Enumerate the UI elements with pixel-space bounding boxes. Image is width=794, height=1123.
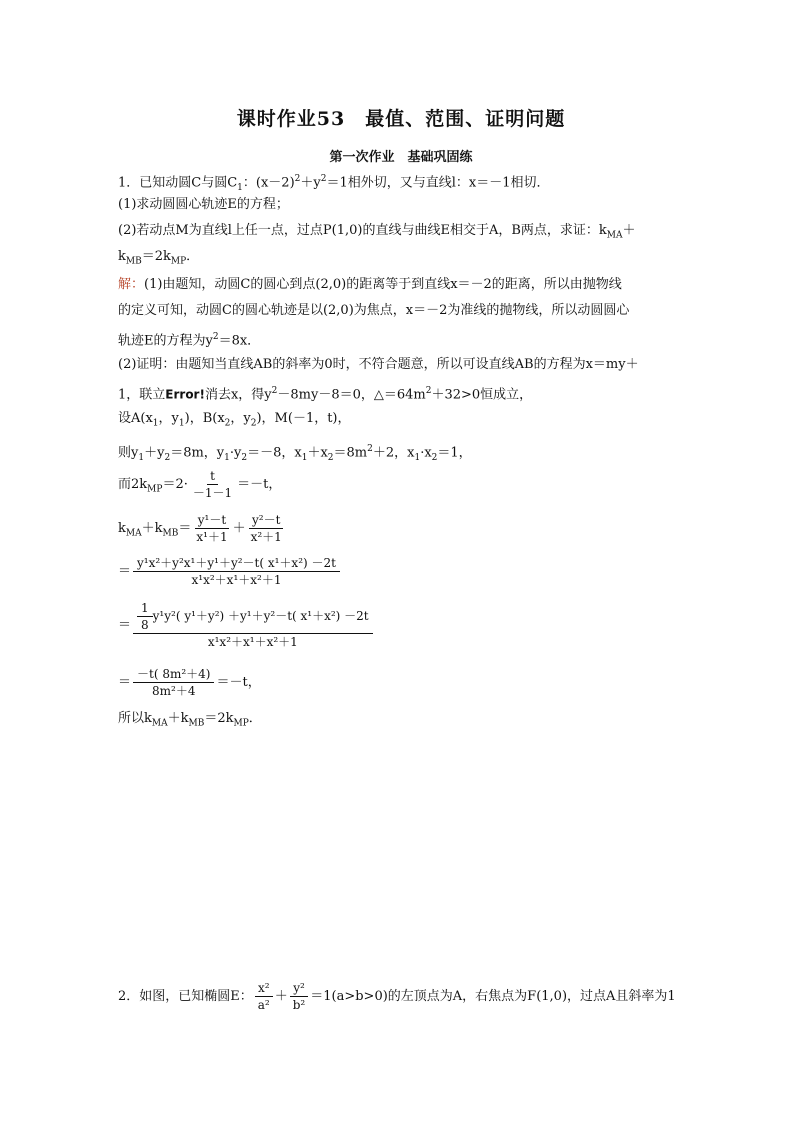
solution-vieta-relations: 则$y_1+y_2=8m$，$y_1\cdot y_2=-8$，$x_1+x_2=8m^2+2$，$x_1\cdot x_2=1$， (118, 444, 472, 463)
solution-slope-sum: $k_{MA}+k_{MB}=$ $\frac{\text{y¹－t}}{\text{x¹＋1}}$ ＋ $\frac{\text{y²－t}}{\text{x²＋1}}$ (118, 512, 287, 545)
problem-1-question-2: (2)若动点M为直线l上任一点，过点P(1,0)的直线与曲线E相交于A，B两点，求证：$k_{MA}+$ (118, 223, 636, 241)
solution-2kmp-expression: 而$2k_{MP}=2\cdot$ $\frac{t}{-1-1}$ ＝－t， (118, 469, 282, 500)
solution-label: 解： (118, 277, 145, 292)
solution-conclusion: 所以$k_{MA}+k_{MB}=2k_{MP}$． (118, 711, 262, 729)
solution-part-2-line-2: 1，联立Error!消去x，得$y^2-8my-8=0$，$\triangle=64m^2+32>0$恒成立， (118, 386, 533, 403)
fraction: $\frac{\text{y¹－t}}{\text{x¹＋1}}$ (196, 513, 228, 544)
error-marker: Error! (165, 387, 205, 402)
problem-2-statement: 2．如图，已知椭圆E： $\frac{\text{x²}}{\text{a²}}$ ＋ $\frac{\text{y²}}{\text{b²}}$ ＝1(a>b>0)的左顶点为A，右焦点为F(1,0)，过点A且斜率为1 (118, 981, 676, 1012)
fraction: $\frac{\text{y¹x²＋y²x¹＋y¹＋y²－t( x¹＋x²) －2t}}{\text{x¹x²＋x¹＋x²＋1}}$ (133, 555, 340, 588)
solution-points-definition: 设$A(x_1$，$y_1$)，$B(x_2$，$y_2$)，M(－1，t)， (118, 411, 351, 429)
solution-simplified-fraction: ＝ $\frac{\text{－t( 8m²＋4)}}{\text{8m²＋4}}$ ＝－t， (118, 667, 261, 698)
solution-part-2-line-1: (2)证明：由题知当直线AB的斜率为0时，不符合题意，所以可设直线AB的方程为x＝my＋ (118, 357, 639, 372)
solution-substituted-fraction: ＝ $\frac{1}{8}$ y¹y²( y¹＋y²) ＋y¹＋y²－t( x¹＋x²) －2t x¹x²＋x¹＋x²＋1 (118, 600, 375, 650)
section-subtitle: 第一次作业 基础巩固练 (329, 150, 473, 165)
problem-1-question-1: (1)求动圆圆心轨迹E的方程； (118, 197, 289, 212)
fraction: $\frac{\text{y²－t}}{\text{x²＋1}}$ (250, 513, 282, 544)
solution-part-1-line-2: 的定义可知，动圆C的圆心轨迹是以(2,0)为焦点，x＝－2为准线的抛物线，所以动圆圆心 (118, 303, 630, 318)
fraction: $\frac{\text{x²}}{\text{a²}}$ (255, 980, 273, 1013)
fraction: $\frac{1}{8}$ (137, 600, 153, 633)
problem-1-question-2-cont: $k_{MB}=2k_{MP}$． (118, 249, 200, 267)
page-title: 课时作业53 最值、范围、证明问题 (236, 108, 566, 130)
fraction: $\frac{\text{－t( 8m²＋4)}}{\text{8m²＋4}}$ (133, 666, 214, 699)
fraction: $\frac{t}{-1-1}$ (192, 469, 233, 500)
solution-part-1-line-3: 轨迹E的方程为$y^2=8x$． (118, 332, 261, 349)
solution-part-1-line-1: 解：(1)由题知，动圆C的圆心到点(2,0)的距离等于到直线x＝－2的距离，所以由抛物线 (118, 277, 622, 292)
fraction: $\frac{1}{8}$ y¹y²( y¹＋y²) ＋y¹＋y²－t( x¹＋x²) －2t x¹x²＋x¹＋x²＋1 (133, 600, 373, 650)
problem-1-statement: 1．已知动圆C与圆$C_1$：$(x-2)^2+y^2=1$相外切，又与直线l：x＝－1相切． (118, 174, 550, 193)
fraction: $\frac{\text{y²}}{\text{b²}}$ (290, 980, 309, 1013)
solution-combined-fraction: ＝ $\frac{\text{y¹x²＋y²x¹＋y¹＋y²－t( x¹＋x²) －2t}}{\text{x¹x²＋x¹＋x²＋1}}$ (118, 555, 342, 588)
